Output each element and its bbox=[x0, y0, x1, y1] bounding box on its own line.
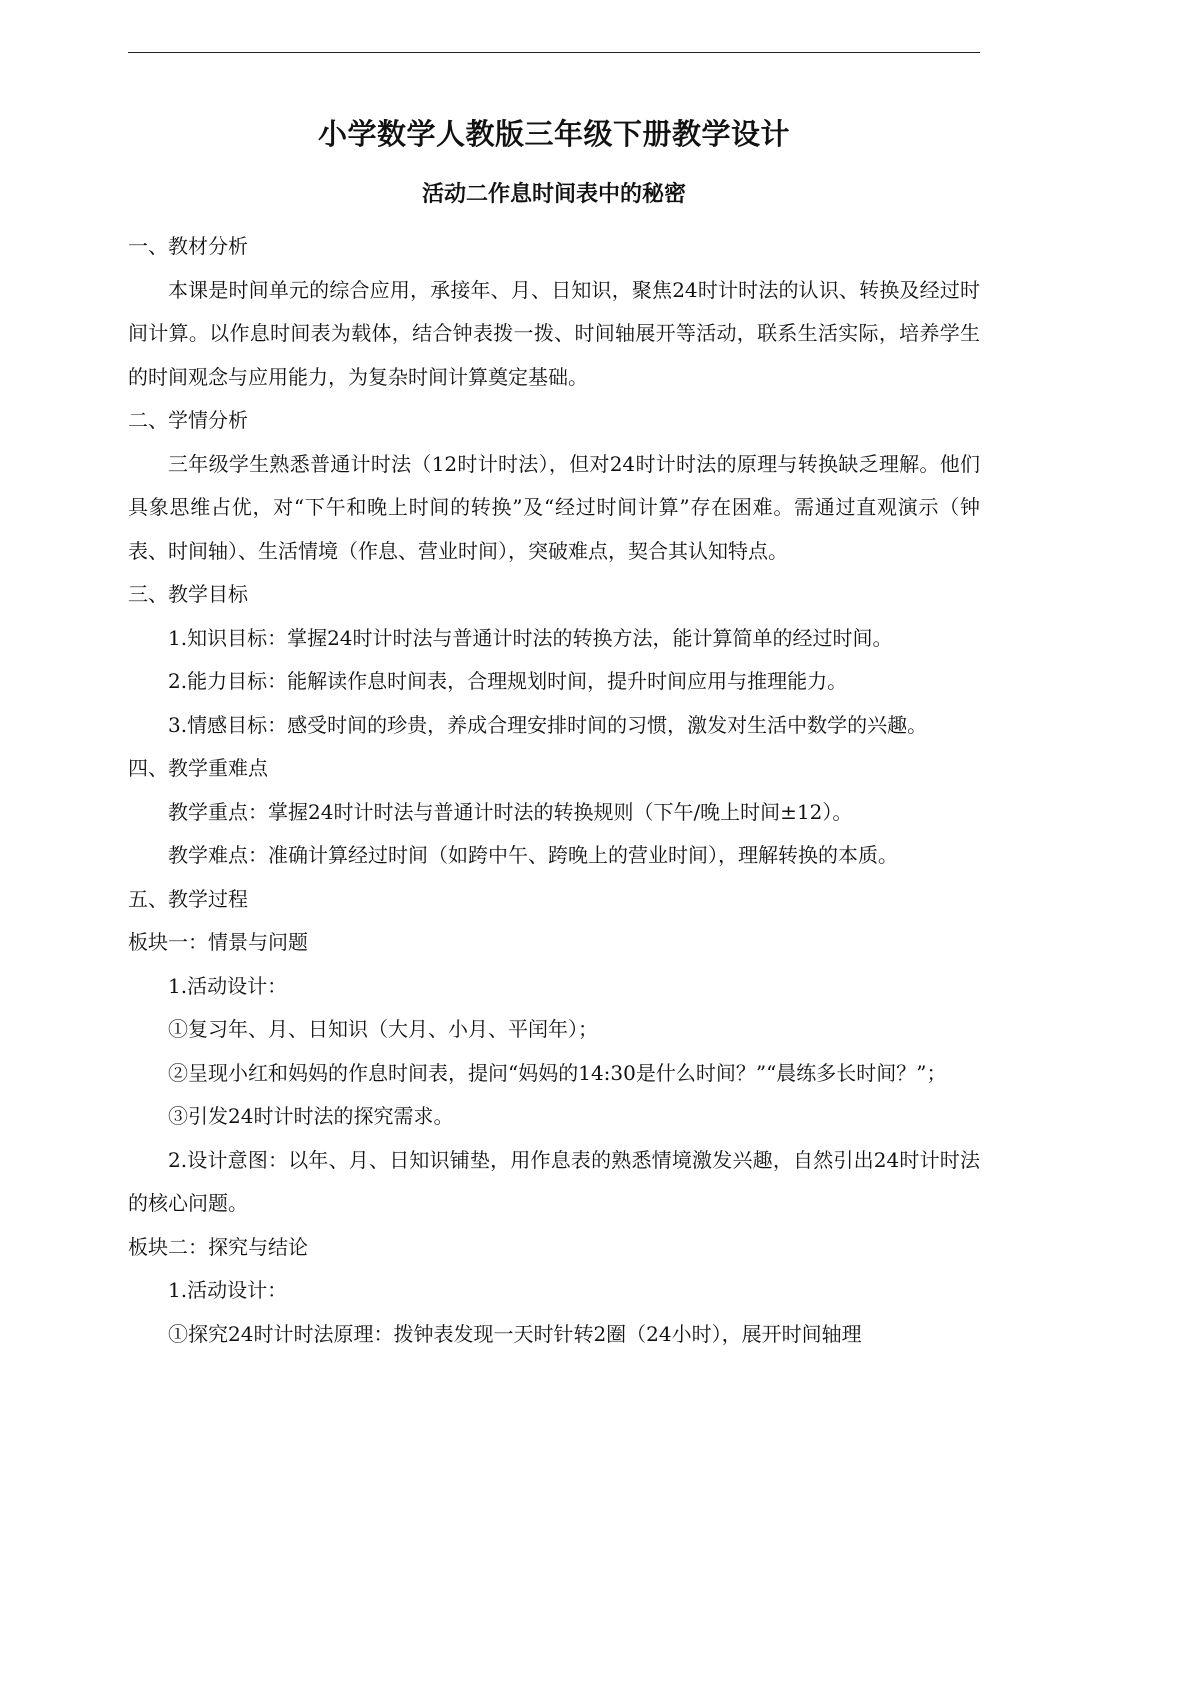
paragraph: 3.情感目标：感受时间的珍贵，养成合理安排时间的习惯，激发对生活中数学的兴趣。 bbox=[168, 712, 928, 737]
paragraph: ③引发24时计时法的探究需求。 bbox=[168, 1104, 454, 1128]
paragraph: ②呈现小红和妈妈的作息时间表，提问“妈妈的14:30是什么时间？”“晨练多长时间？”； bbox=[168, 1060, 947, 1085]
paragraph: 1.活动设计： bbox=[168, 973, 288, 998]
document-subtitle: 活动二作息时间表中的秘密 bbox=[421, 181, 686, 207]
paragraph: ①复习年、月、日知识（大月、小月、平闰年）； bbox=[168, 1017, 598, 1041]
paragraph: 本课是时间单元的综合应用，承接年、月、日知识，聚焦24时计时法的认识、转换及经过时间计算。以作息时间表为载体，结合钟表拨一拨、时间轴展开等活动，联系生活实际，培养学生的时间观念与应用能力，为复杂时间计算奠定基础。 bbox=[128, 277, 980, 389]
block-heading: 板块一：情景与问题 bbox=[128, 930, 308, 954]
header-rule bbox=[128, 52, 980, 53]
paragraph: 1.活动设计： bbox=[168, 1278, 288, 1302]
section-heading: 二、学情分析 bbox=[128, 408, 248, 432]
section-heading: 三、教学目标 bbox=[128, 582, 248, 606]
paragraph: 2.能力目标：能解读作息时间表，合理规划时间，提升时间应用与推理能力。 bbox=[168, 669, 848, 693]
section-heading: 一、教材分析 bbox=[128, 234, 248, 258]
block-heading: 板块二：探究与结论 bbox=[128, 1234, 308, 1259]
paragraph: ①探究24时计时法原理：拨钟表发现一天时针转2圈（24小时），展开时间轴理 bbox=[168, 1321, 862, 1346]
paragraph: 2.设计意图：以年、月、日知识铺垫，用作息表的熟悉情境激发兴趣，自然引出24时计时法的核心问题。 bbox=[128, 1147, 980, 1215]
document-body bbox=[128, 225, 980, 1356]
paragraph: 三年级学生熟悉普通计时法（12时计时法），但对24时计时法的原理与转换缺乏理解。他们具象思维占优，对“下午和晚上时间的转换”及“经过时间计算”存在困难。需通过直观演示（钟表、时间轴）、生活情境（作息、营业时间），突破难点，契合其认知特点。 bbox=[128, 451, 980, 563]
document-title: 小学数学人教版三年级下册教学设计 bbox=[317, 117, 790, 151]
paragraph: 教学重点：掌握24时计时法与普通计时法的转换规则（下午/晚上时间±12）。 bbox=[168, 799, 853, 824]
paragraph: 教学难点：准确计算经过时间（如跨中午、跨晚上的营业时间），理解转换的本质。 bbox=[168, 843, 898, 867]
document-page bbox=[128, 0, 980, 1696]
section-heading: 五、教学过程 bbox=[128, 886, 248, 911]
paragraph: 1.知识目标：掌握24时计时法与普通计时法的转换方法，能计算简单的经过时间。 bbox=[168, 625, 893, 650]
section-heading: 四、教学重难点 bbox=[128, 756, 268, 780]
